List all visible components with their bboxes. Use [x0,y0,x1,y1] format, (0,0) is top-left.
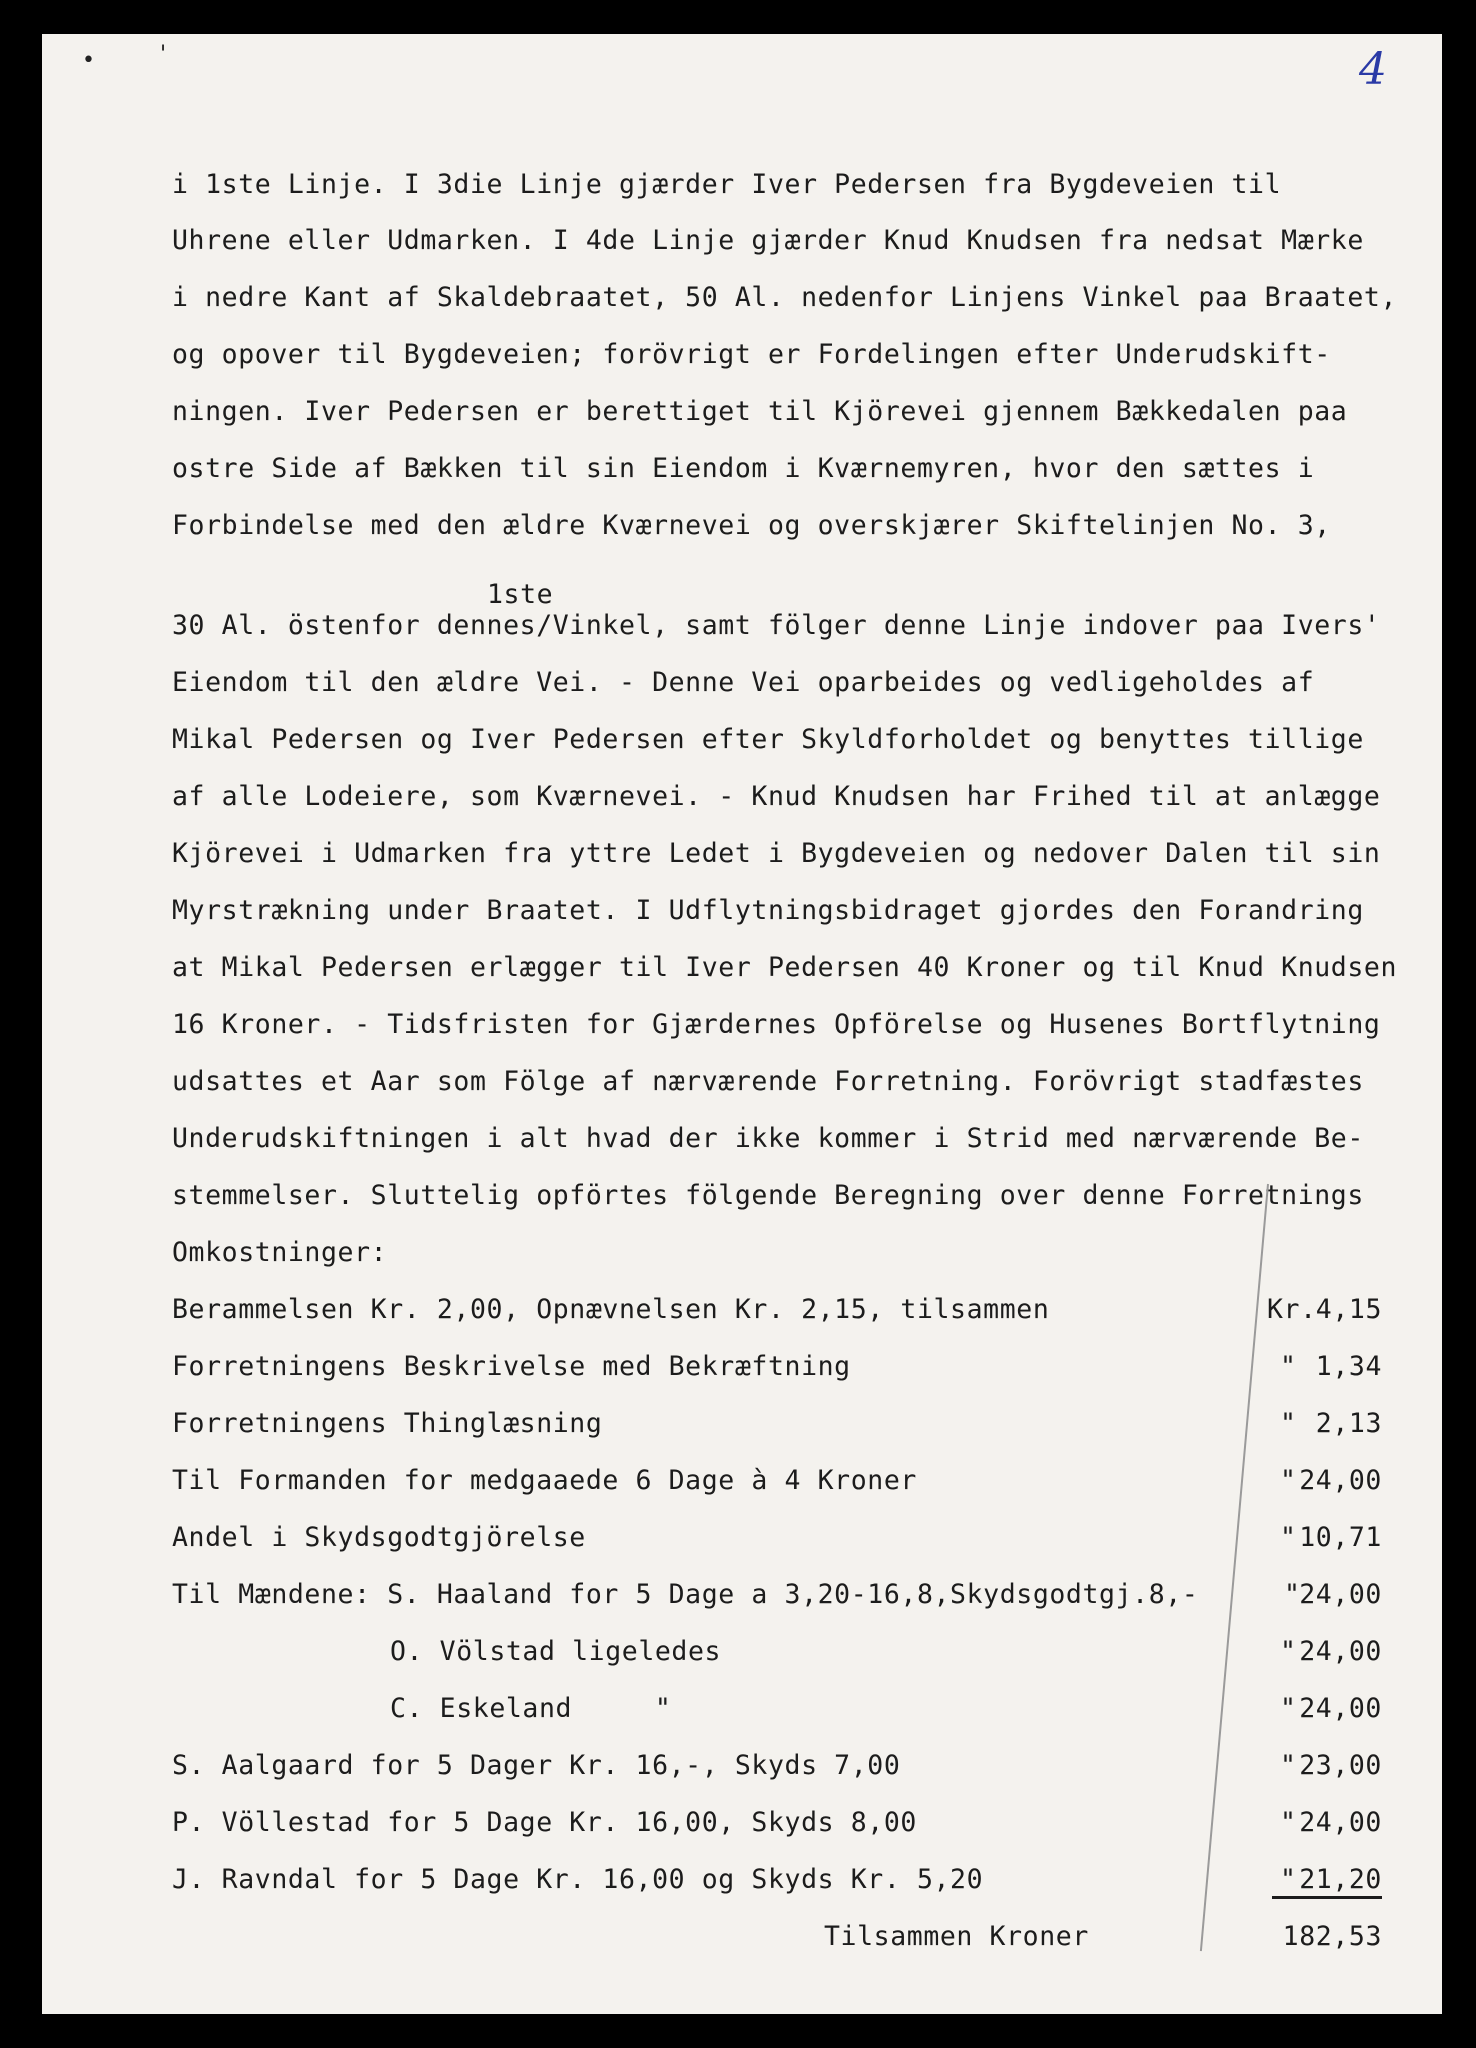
cost-label: Berammelsen Kr. 2,00, Opnævnelsen Kr. 2,15, tilsammen [172,1294,1050,1325]
cost-amount: 1,34 [1315,1351,1382,1382]
cost-currency: Kr. [1267,1294,1317,1325]
interlinear-insert: 1ste [487,579,554,610]
cost-row [172,1465,1422,1499]
cost-amount: 24,00 [1299,1636,1382,1667]
cost-amount: 24,00 [1299,1579,1382,1610]
cost-label: Til Mændene: S. Haaland for 5 Dage a 3,20-16,8,Skydsgodtgj.8,- [172,1579,1199,1610]
body-line: i nedre Kant af Skaldebraatet, 50 Al. nedenfor Linjens Vinkel paa Braatet, [172,282,1398,313]
cost-label: S. Aalgaard for 5 Dager Kr. 16,-, Skyds 7,00 [172,1750,901,1781]
cost-label: Forretningens Beskrivelse med Bekræftning [172,1351,851,1382]
cost-row [172,1807,1422,1841]
cost-row [172,1636,1422,1670]
body-line: Forbindelse med den ældre Kværnevei og overskjærer Skiftelinjen No. 3, [172,510,1331,541]
body-line: i 1ste Linje. I 3die Linje gjærder Iver Pedersen fra Bygdeveien til [172,169,1282,200]
cost-amount: 24,00 [1299,1807,1382,1838]
body-line: Uhrene eller Udmarken. I 4de Linje gjærder Knud Knudsen fra nedsat Mærke [172,225,1364,256]
cost-label: P. Völlestad for 5 Dage Kr. 16,00, Skyds 8,00 [172,1807,917,1838]
cost-label: Andel i Skydsgodtgjörelse [172,1522,586,1553]
body-line: stemmelser. Sluttelig opförtes fölgende Beregning over denne Forretnings [172,1180,1364,1211]
cost-amount: 24,00 [1299,1693,1382,1724]
cost-amount: 10,71 [1299,1522,1382,1553]
body-line: Mikal Pedersen og Iver Pedersen efter Skyldforholdet og benyttes tillige [172,724,1364,755]
cost-currency: " [1280,1408,1297,1439]
cost-currency: " [1280,1351,1297,1382]
cost-currency: " [1284,1579,1301,1610]
cost-currency: " [1272,1864,1315,1899]
cost-amount: 23,00 [1299,1750,1382,1781]
document-page [42,34,1442,2014]
cost-currency: " [1280,1693,1297,1724]
body-line: Myrstrækning under Braatet. I Udflytningsbidraget gjordes den Forandring [172,895,1364,926]
body-line: Omkostninger: [172,1237,388,1268]
cost-row [172,1408,1422,1442]
cost-row [172,1351,1422,1385]
cost-currency: " [1280,1522,1297,1553]
total-label: Tilsammen Kroner [824,1921,1089,1952]
body-line: at Mikal Pedersen erlægger til Iver Pedersen 40 Kroner og til Knud Knudsen [172,952,1398,983]
total-row [172,1921,1422,1955]
body-line: 16 Kroner. - Tidsfristen for Gjærdernes Opförelse og Husenes Bortflytning [172,1009,1381,1040]
cost-amount: 21,20 [1299,1864,1382,1899]
page-number: 4 [1359,44,1387,95]
cost-label: C. Eskeland " [390,1693,672,1724]
cost-row [172,1693,1422,1727]
body-line: af alle Lodeiere, som Kværnevei. - Knud Knudsen har Frihed til at anlægge [172,781,1381,812]
cost-currency: " [1280,1807,1297,1838]
cost-amount: 24,00 [1299,1465,1382,1496]
body-line: ostre Side af Bækken til sin Eiendom i Kværnemyren, hvor den sættes i [172,453,1315,484]
cost-amount: 2,13 [1315,1408,1382,1439]
cost-row [172,1579,1422,1613]
punch-mark-left: • [82,48,95,73]
body-line: ningen. Iver Pedersen er berettiget til Kjörevei gjennem Bækkedalen paa [172,396,1348,427]
cost-label: Til Formanden for medgaaede 6 Dage à 4 Kroner [172,1465,917,1496]
body-text [172,169,1442,1952]
total-amount: 182,53 [1282,1921,1382,1952]
cost-label: J. Ravndal for 5 Dage Kr. 16,00 og Skyds Kr. 5,20 [172,1864,984,1895]
body-line: 30 Al. östenfor dennes/Vinkel, samt fölger denne Linje indover paa Ivers' [172,610,1381,641]
body-line: og opover til Bygdeveien; forövrigt er Fordelingen efter Underudskift- [172,339,1331,370]
cost-amount: 4,15 [1315,1294,1382,1325]
cost-label: Forretningens Thinglæsning [172,1408,603,1439]
body-line: Kjörevei i Udmarken fra yttre Ledet i Bygdeveien og nedover Dalen til sin [172,838,1381,869]
cost-currency: " [1280,1465,1297,1496]
body-line: Underudskiftningen i alt hvad der ikke kommer i Strid med nærværende Be- [172,1123,1364,1154]
cost-row [172,1294,1422,1328]
cost-row [172,1750,1422,1784]
cost-currency: " [1280,1636,1297,1667]
body-line: udsattes et Aar som Fölge af nærværende Forretning. Forövrigt stadfæstes [172,1066,1364,1097]
body-line: Eiendom til den ældre Vei. - Denne Vei oparbeides og vedligeholdes af [172,667,1315,698]
cost-currency: " [1280,1750,1297,1781]
cost-row [172,1864,1422,1898]
punch-mark-right: ' [160,42,167,67]
cost-label: O. Völstad ligeledes [390,1636,722,1667]
